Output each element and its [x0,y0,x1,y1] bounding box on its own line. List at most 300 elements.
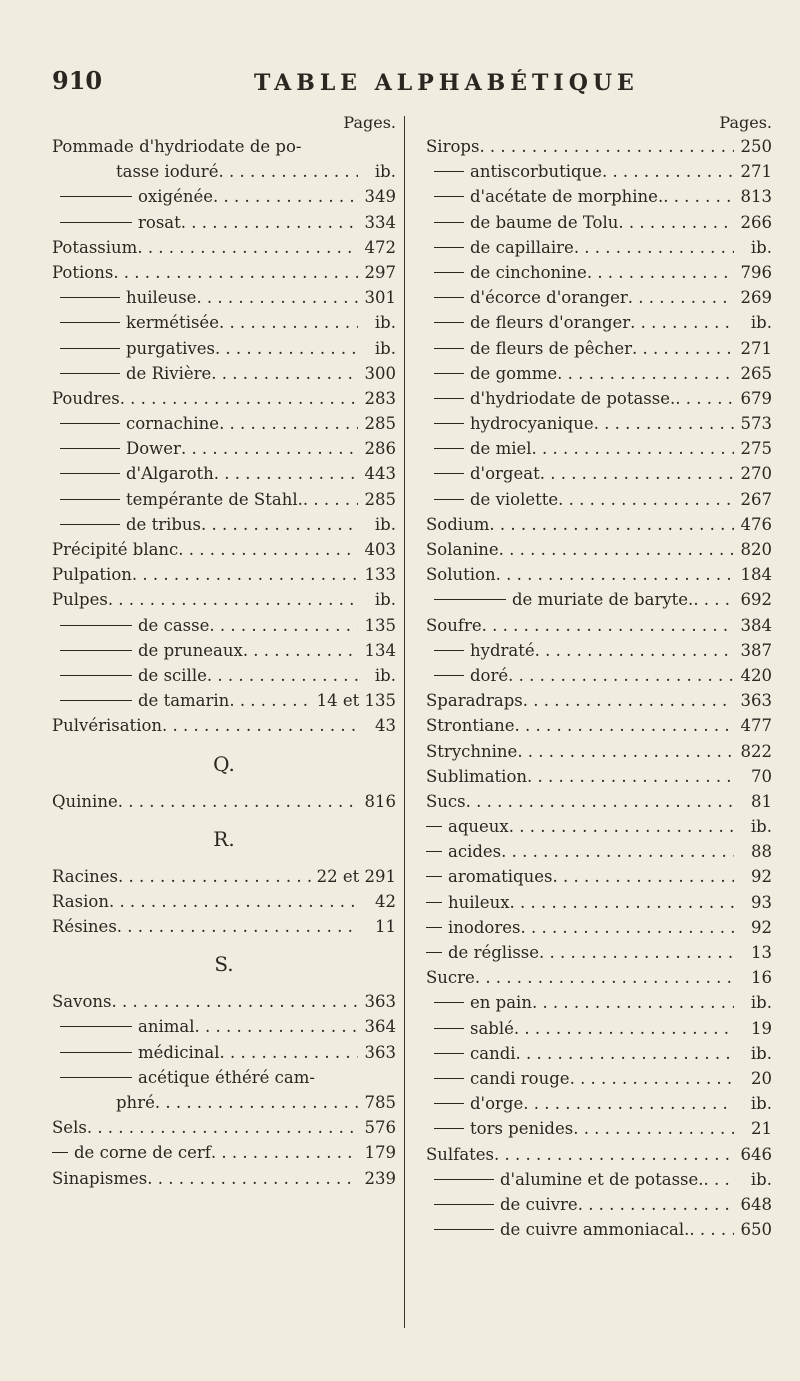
entry-page: 19 [751,1018,772,1038]
entry-label: de Rivière [126,363,212,383]
entry-page: 81 [751,791,772,811]
index-entry [426,1091,772,1116]
entry-page: ib. [374,313,396,333]
leader-dots [118,864,313,889]
entry-page: ib. [374,338,396,358]
entry-label: huileux [448,892,510,912]
entry-page: 271 [740,338,772,358]
index-entry [426,235,772,260]
pages-label-right: Pages. [719,113,772,132]
entry-label: Sels [52,1118,87,1138]
leader-dots [178,537,358,562]
repeat-dash [434,348,464,349]
leader-dots [181,436,358,461]
leader-dots [479,134,734,159]
index-entry [52,613,396,638]
leader-dots [496,562,734,587]
entry-page: 364 [364,1017,396,1037]
entry-label: de gomme [470,363,558,383]
entry-label: d'orge [470,1094,524,1114]
index-entry [52,361,396,386]
repeat-dash [434,675,464,676]
index-entry [52,562,396,587]
repeat-dash [60,423,120,424]
repeat-dash [434,423,464,424]
leader-dots [557,361,734,386]
entry-page: 443 [364,464,396,484]
entry-page: 135 [364,615,396,635]
entry-label: de muriate de baryte. [512,590,694,610]
leader-dots [147,1166,358,1191]
leader-dots [523,1091,734,1116]
block-q-entries [52,789,396,814]
repeat-dash [434,373,464,374]
repeat-dash [434,1128,464,1129]
entry-label: oxigénée [138,187,213,207]
leader-dots [558,487,734,512]
index-entry [426,512,772,537]
leader-dots [539,940,734,965]
entry-page: 477 [740,716,772,736]
entry-page: 265 [740,363,772,383]
index-entry [426,210,772,235]
entry-page: 822 [740,741,772,761]
repeat-dash [434,322,464,323]
index-entry [52,461,396,486]
entry-page: 646 [740,1144,772,1164]
entry-label: de pruneaux [138,640,243,660]
repeat-dash [434,222,464,223]
leader-dots [220,1040,358,1065]
entry-label: Potassium [52,237,138,257]
entry-page: 363 [364,992,396,1012]
entry-page: 785 [364,1093,396,1112]
entry-label: de violette [470,489,559,509]
leader-dots [162,713,358,738]
entry-page: 297 [364,262,396,282]
leader-dots [574,235,734,260]
index-entry [52,436,396,461]
index-entry [426,713,772,738]
index-entry [426,663,772,688]
entry-label: aqueux [448,817,509,837]
entry-page: 271 [740,162,772,182]
entry-page: ib. [374,514,396,534]
entry-page: 70 [751,766,772,786]
index-entry [52,184,396,209]
entry-label: Sirops [426,137,480,156]
leader-dots [196,285,358,310]
entry-page: 285 [364,489,396,509]
index-entry [426,159,772,184]
right-column [426,112,772,1242]
entry-page: 384 [740,615,772,635]
leader-dots [475,965,734,990]
entry-label: médicinal [138,1042,220,1062]
repeat-dash [434,1204,494,1205]
repeat-dash [60,473,120,474]
entry-page: 179 [364,1143,396,1163]
repeat-dash [60,675,132,676]
leader-dots [552,864,734,889]
repeat-dash [60,297,120,298]
entry-page: ib. [750,1094,772,1114]
entry-page: 16 [751,968,772,988]
repeat-dash [60,499,120,500]
entry-label: purgatives [126,338,215,358]
entry-label: d'Algaroth [126,464,214,484]
leader-dots [229,688,312,713]
leader-dots [489,512,734,537]
entry-page: 813 [740,187,772,207]
entry-label: Pulpes [52,590,108,610]
index-entry [426,1192,772,1217]
index-entry [426,537,772,562]
pages-label-left: Pages. [343,113,396,132]
entry-label: huileuse [126,288,197,308]
index-entry [52,336,396,361]
leader-dots [501,839,734,864]
leader-dots [213,184,358,209]
leader-dots [243,638,358,663]
entry-page: 300 [364,363,396,383]
entry-label: de scille [138,665,207,685]
leader-dots [523,688,734,713]
entry-page: 133 [364,565,396,585]
index-entry [52,789,396,814]
entry-label: antiscorbutique [470,162,602,182]
entry-label: Sublimation [426,766,527,786]
entry-page: 266 [740,212,772,232]
index-entry [52,134,396,159]
entry-label: Sucs [426,791,466,811]
entry-page: 363 [364,1042,396,1062]
repeat-dash [60,196,132,197]
entry-label: de tamarin [138,691,230,711]
entry-page: 420 [740,665,772,685]
entry-label: hydrocyanique [470,414,594,434]
index-entry [52,210,396,235]
repeat-dash [60,1077,132,1078]
entry-page: ib. [374,665,396,685]
leader-dots [509,814,734,839]
index-entry [426,1016,772,1041]
repeat-dash [434,499,464,500]
leader-dots [628,285,734,310]
leader-dots [540,461,734,486]
leader-dots [514,1016,734,1041]
index-entry [52,537,396,562]
index-entry [426,814,772,839]
entry-page: 285 [364,414,396,434]
repeat-dash [60,625,132,626]
entry-label: Strontiane [426,716,515,736]
index-entry [426,411,772,436]
entry-page: 92 [751,867,772,887]
entry-label: Sparadraps [426,691,523,711]
page-number: 910 [52,66,103,95]
leader-dots [570,1066,734,1091]
entry-label: doré [470,665,509,685]
entry-page: 301 [364,288,396,308]
entry-page: ib. [750,1169,772,1189]
right-entries [426,134,772,1242]
repeat-dash [426,826,442,827]
leader-dots [532,436,734,461]
entry-label: de cuivre ammoniacal. [500,1220,690,1240]
leader-dots [303,487,358,512]
index-entry [52,713,396,738]
entry-label: de réglisse [448,943,540,962]
block-s-entries [52,989,396,1191]
index-entry [52,1014,396,1039]
repeat-dash [426,952,442,953]
repeat-dash [60,348,120,349]
entry-page: 239 [364,1168,396,1188]
repeat-dash [52,1152,68,1153]
index-entry [426,285,772,310]
leader-dots [704,1167,734,1192]
leader-dots [118,789,358,814]
index-entry [426,638,772,663]
index-entry [426,789,772,814]
leader-dots [515,713,734,738]
repeat-dash [60,448,120,449]
entry-page: 403 [364,540,396,559]
index-entry [426,890,772,915]
entry-page: 92 [751,917,772,937]
index-entry [52,1166,396,1191]
entry-label: candi rouge [470,1068,570,1088]
entry-label: candi [470,1043,516,1063]
leader-dots [211,1140,358,1165]
leader-dots [499,537,734,562]
index-entry [426,562,772,587]
entry-page: 796 [740,262,772,282]
leader-dots [675,386,734,411]
repeat-dash [60,222,132,223]
entry-page: 275 [740,439,772,459]
entry-page: 679 [740,388,772,408]
leader-dots [516,1041,734,1066]
entry-page: ib. [750,237,772,257]
entry-page: 286 [364,439,396,459]
leader-dots [219,411,358,436]
leader-dots [209,613,358,638]
index-entry [426,990,772,1015]
entry-label: d'acétate de morphine. [470,187,664,207]
entry-page: 650 [740,1220,772,1240]
entry-page: 13 [751,943,772,962]
repeat-dash [60,524,120,525]
repeat-dash [60,700,132,701]
entry-label: Solanine [426,540,499,559]
leader-dots [532,990,734,1015]
leader-dots [120,386,358,411]
repeat-dash [60,322,120,323]
leader-dots [663,184,734,209]
entry-label: sablé [470,1018,514,1038]
repeat-dash [434,473,464,474]
index-entry [52,989,396,1014]
entry-page: ib. [750,1043,772,1063]
entry-page: 573 [740,414,772,434]
index-entry [52,260,396,285]
leader-dots [155,1090,358,1115]
leader-dots [181,210,358,235]
index-entry [426,915,772,940]
section-letter-q: Q. [213,751,235,776]
entry-label: Sodium [426,514,490,534]
index-entry [426,1167,772,1192]
index-entry [52,587,396,612]
entry-page: 43 [375,716,396,736]
entry-label: acides [448,842,502,862]
entry-page: 692 [740,590,772,610]
leader-dots [494,1142,734,1167]
repeat-dash [60,650,132,651]
entry-page: 21 [751,1119,772,1139]
index-entry [426,764,772,789]
repeat-dash [60,373,120,374]
leader-dots [466,789,734,814]
entry-label: de corne de cerf [74,1143,211,1163]
leader-dots [517,739,734,764]
index-entry [52,663,396,688]
repeat-dash [434,297,464,298]
repeat-dash [434,599,506,600]
repeat-dash [434,1028,464,1029]
entry-label: tasse ioduré [116,162,219,182]
index-entry [426,864,772,889]
repeat-dash [434,650,464,651]
index-entry [426,336,772,361]
entry-label: de baume de Tolu [470,212,619,232]
index-entry [52,512,396,537]
index-entry [426,1066,772,1091]
entry-page: 134 [364,640,396,660]
index-entry [426,1116,772,1141]
leader-dots [527,764,734,789]
index-entry [52,1040,396,1065]
entry-label: de fleurs d'oranger [470,313,631,333]
index-entry [426,613,772,638]
entry-page: 20 [751,1068,772,1088]
leader-dots [201,512,358,537]
repeat-dash [434,398,464,399]
entry-page: 14 et 135 [316,691,396,711]
entry-label: de fleurs de pêcher [470,338,632,358]
index-entry [52,159,396,184]
index-entry [426,361,772,386]
entry-page: 184 [740,565,772,585]
entry-label: de cuivre [500,1194,578,1214]
repeat-dash [434,1002,464,1003]
entry-label: hydraté [470,640,535,660]
section-letter-s: S. [214,952,234,977]
repeat-dash [434,272,464,273]
index-entry [52,1090,396,1115]
left-column [52,112,396,1191]
column-divider [404,116,405,1328]
index-entry [52,1140,396,1165]
repeat-dash [426,876,442,877]
index-entry [426,260,772,285]
entry-label: Strychnine [426,741,518,761]
repeat-dash [434,1103,464,1104]
entry-label: de capillaire [470,237,574,257]
entry-page: 93 [751,892,772,912]
index-entry [426,134,772,159]
entry-label: cornachine [126,414,220,434]
index-entry [52,310,396,335]
page-header [52,66,740,96]
entry-label: de tribus [126,514,202,534]
index-entry [52,386,396,411]
index-entry [426,436,772,461]
entry-label: d'écorce d'oranger [470,288,628,308]
entry-label: rosat [138,212,181,232]
entry-page: ib. [750,313,772,333]
index-entry [52,487,396,512]
index-entry [426,1142,772,1167]
leader-dots [219,310,358,335]
entry-label: Soufre [426,615,482,635]
entry-page: ib. [374,162,396,182]
entry-page: 250 [740,137,772,156]
index-entry [426,184,772,209]
section-letter-r: R. [213,826,235,851]
leader-dots [535,638,734,663]
entry-page: 349 [364,187,396,207]
entry-page: 267 [740,489,772,509]
entry-page: 11 [375,917,396,937]
entry-page: ib. [750,993,772,1013]
leader-dots [211,361,358,386]
index-entry [426,487,772,512]
leader-dots [132,562,358,587]
index-entry [52,889,396,914]
leader-dots [578,1192,734,1217]
index-entry [426,940,772,965]
index-entry [426,1041,772,1066]
index-entry [426,839,772,864]
repeat-dash [434,1179,494,1180]
index-entry [426,587,772,612]
block-r-entries [52,864,396,940]
entry-label: de miel [470,439,532,459]
leader-dots [602,159,734,184]
entry-label: d'hydriodate de potasse. [470,388,676,408]
entry-label: Potions [52,262,114,282]
leader-dots [207,663,358,688]
entry-page: 476 [740,514,772,534]
index-entry [426,688,772,713]
entry-label: Poudres [52,388,120,408]
leader-dots [113,260,358,285]
block-p-entries [52,134,396,739]
entry-page: ib. [750,817,772,837]
leader-dots [630,310,734,335]
entry-label: Quinine [52,791,118,811]
repeat-dash [434,171,464,172]
leader-dots [109,889,358,914]
leader-dots [510,890,734,915]
repeat-dash [434,247,464,248]
index-entry [52,638,396,663]
entry-page: 576 [364,1118,396,1138]
index-entry [426,310,772,335]
